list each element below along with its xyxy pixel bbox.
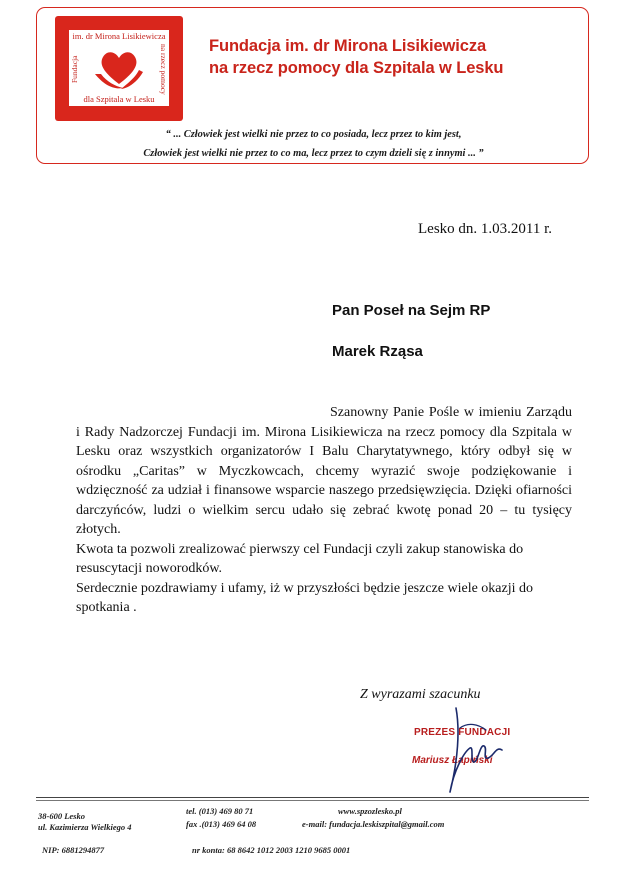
footer-tel: tel. (013) 469 80 71	[186, 806, 254, 816]
footer-email: e-mail: fundacja.leskiszpital@gmail.com	[302, 819, 445, 829]
letter-paragraph: Kwota ta pozwoli zrealizować pierwszy cel Fundacji czyli zakup stanowiska do resuscytacji noworodków.	[76, 541, 524, 576]
foundation-logo	[55, 16, 183, 121]
footer-nip: NIP: 6881294877	[42, 845, 105, 855]
logo-left-text: Fundacja	[70, 55, 79, 83]
closing-salutation: Z wyrazami szacunku	[360, 687, 481, 702]
stamp-title: PREZES FUNDACJI	[414, 727, 511, 738]
footer-divider-inner	[36, 800, 589, 801]
recipient-title: Pan Poseł na Sejm RP	[332, 302, 491, 319]
stamp-name: Mariusz Łapiński	[412, 755, 493, 766]
foundation-title-line1: Fundacja im. dr Mirona Lisikiewicza	[209, 37, 487, 55]
logo-top-text: im. dr Mirona Lisikiewicza	[72, 31, 166, 41]
logo-inner-panel	[69, 30, 169, 106]
handwritten-signature	[420, 700, 530, 800]
logo-right-text: na rzecz pomocy	[159, 43, 168, 95]
letter-date: Lesko dn. 1.03.2011 r.	[418, 221, 553, 237]
footer-address-line1: 38-600 Lesko	[38, 811, 85, 821]
footer-website: www.spzozlesko.pl	[338, 806, 402, 816]
logo-bottom-text: dla Szpitala w Lesku	[83, 94, 155, 104]
letterhead	[36, 7, 589, 164]
foundation-title-line2: na rzecz pomocy dla Szpitala w Lesku	[209, 59, 504, 77]
heart-in-hands-icon	[93, 44, 145, 92]
footer-account: nr konta: 68 8642 1012 2003 1210 9685 0001	[192, 845, 351, 855]
letter-body	[76, 403, 572, 618]
letter-paragraph: Serdecznie pozdrawiamy i ufamy, iż w przyszłości będzie jeszcze wiele okazji do spotkania .	[76, 580, 534, 615]
foundation-title	[209, 35, 589, 79]
letter-paragraph: Szanowny Panie Pośle w imieniu Zarządu i Rady Nadzorczej Fundacji im. Mirona Lisikiewicza na rzecz pomocy dla Szpitala w Lesku oraz wszystkich organizatorów I Balu Charytatywnego, który odbył się w ośrodku „Caritas” w Myczkowcach, chcemy wyrazić swoje podziękowanie i wdzięczność za udział i finansowe wsparcie naszego przedsięwzięcia. Dzięki ofiarności darczyńców, ludzi o wielkim sercu udało się zebrać kwotę ponad 20 – tu tysięcy złotych.	[76, 405, 572, 537]
recipient-name: Marek Rząsa	[332, 343, 423, 360]
motto	[47, 125, 580, 163]
footer-fax: fax .(013) 469 64 08	[186, 819, 257, 829]
footer-address-line2: ul. Kazimierza Wielkiego 4	[38, 822, 132, 832]
motto-line1: “ ... Człowiek jest wielki nie przez to co posiada, lecz przez to kim jest,	[165, 129, 462, 140]
motto-line2: Człowiek jest wielki nie przez to co ma, lecz przez to czym dzieli się z innymi ... ”	[143, 148, 484, 159]
footer-divider	[36, 797, 589, 798]
